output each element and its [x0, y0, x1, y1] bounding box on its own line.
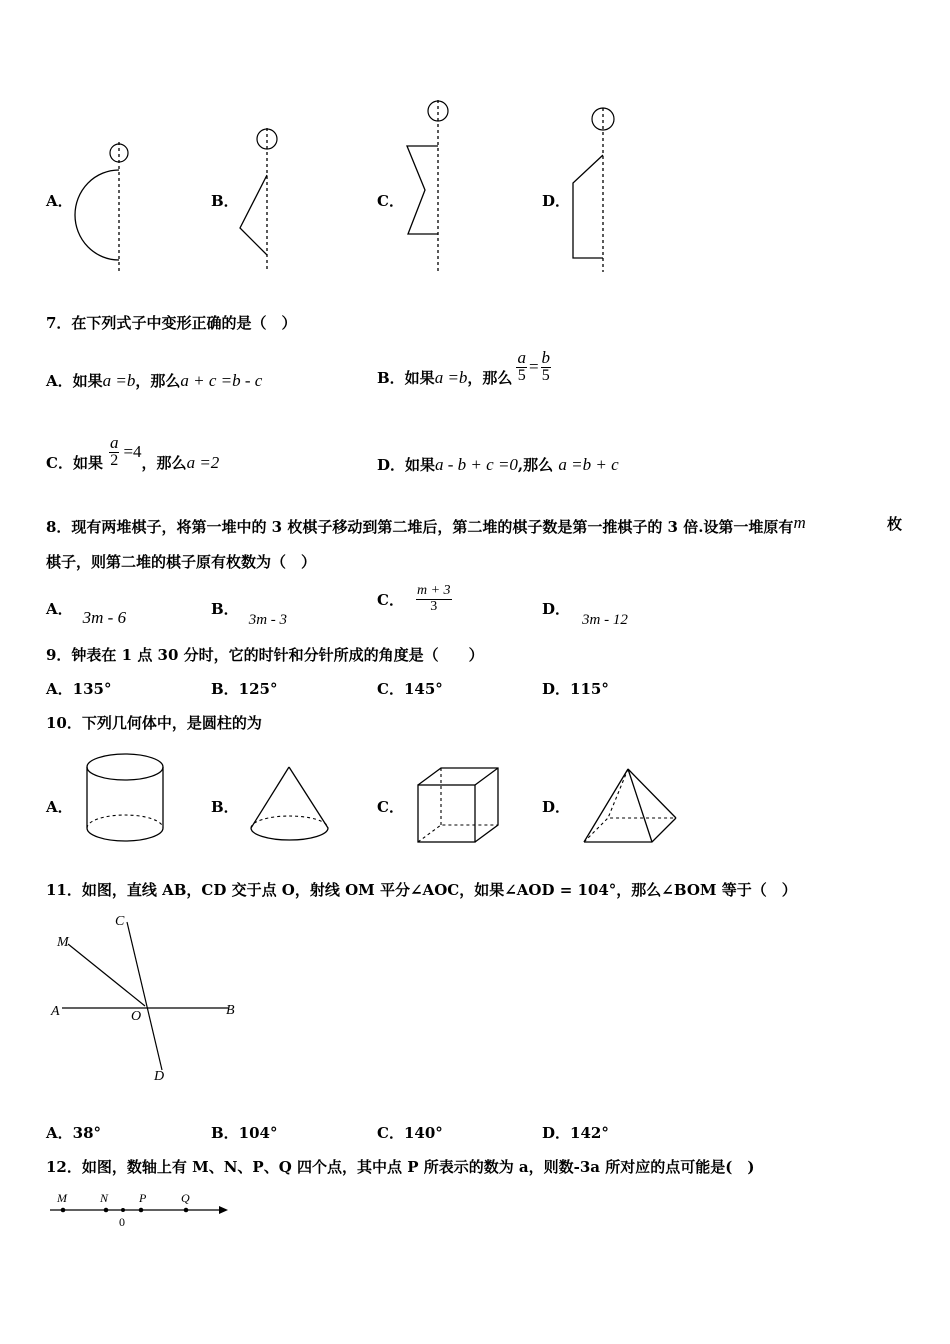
q8-stem-line2: 棋子，则第二堆的棋子原有枚数为（ ） — [46, 553, 317, 571]
q7-option-a[interactable]: A．如果a =b，那么a + c =b - c — [46, 371, 263, 390]
q9-option-c[interactable]: C．145° — [377, 680, 443, 698]
q8-option-b[interactable]: B．3m - 3 — [211, 600, 288, 628]
q7-stem: 7．在下列式子中变形正确的是（ ） — [46, 314, 297, 332]
q12-label-n: N — [100, 1191, 109, 1205]
q6-option-c-label[interactable]: C． — [377, 192, 404, 210]
q12-label-q: Q — [181, 1191, 190, 1205]
q10-option-c-label[interactable]: C． — [377, 798, 404, 816]
q10-solids — [0, 740, 950, 860]
q6-option-d-label[interactable]: D． — [542, 192, 571, 210]
q12-point-m — [61, 1208, 66, 1213]
q12-point-q — [184, 1208, 189, 1213]
q12-stem: 12．如图，数轴上有 M、N、P、Q 四个点，其中点 P 所表示的数为 a，则数-3a 所对应的点可能是( ) — [46, 1158, 755, 1176]
q9-option-a[interactable]: A．135° — [46, 680, 112, 698]
q9-option-b[interactable]: B．125° — [211, 680, 278, 698]
q10-cone — [251, 767, 328, 840]
q8-option-d[interactable]: D．3m - 12 — [542, 600, 628, 628]
q10-option-d-label[interactable]: D． — [542, 798, 571, 816]
q8-option-c[interactable]: C． $\frac{m + 3}{3}$ — [377, 583, 451, 614]
q11-label-a: A — [51, 1004, 60, 1019]
q12-label-p: P — [139, 1191, 147, 1205]
q6-option-a-label[interactable]: A． — [46, 192, 73, 210]
q11-label-b: B — [226, 1003, 235, 1018]
q12-point-zero — [121, 1208, 125, 1212]
q10-cylinder — [87, 754, 163, 841]
q12-point-n — [104, 1208, 109, 1213]
q10-option-a-label[interactable]: A． — [46, 798, 73, 816]
q6-figure-a — [0, 0, 950, 300]
q12-point-p — [139, 1208, 144, 1213]
q8-stem-line1: 8．现有两堆棋子，将第一堆中的 3 枚棋子移动到第二堆后，第二堆的棋子数是第一推棋子的 3 倍.设第一堆原有m 枚 — [46, 513, 902, 536]
q9-stem: 9．钟表在 1 点 30 分时，它的时针和分针所成的角度是（ ） — [46, 646, 484, 664]
q7-option-d[interactable]: D．如果a - b + c =0,那么 a =b + c — [377, 455, 619, 474]
q12-label-m: M — [57, 1191, 67, 1205]
q11-label-c: C — [115, 914, 125, 929]
q12-label-zero: 0 — [119, 1215, 125, 1229]
q11-option-b[interactable]: B．104° — [211, 1124, 278, 1142]
q8-option-a[interactable]: A． 3m - 6 — [46, 600, 127, 627]
q11-label-m: M — [57, 935, 69, 950]
q11-stem: 11．如图，直线 AB，CD 交于点 O，射线 OM 平分∠AOC，如果∠AOD = 104°，那么∠BOM 等于（ ） — [46, 881, 797, 899]
q6-option-b-label[interactable]: B． — [211, 192, 239, 210]
q11-option-c[interactable]: C．140° — [377, 1124, 443, 1142]
q9-option-d[interactable]: D．115° — [542, 680, 609, 698]
q12-number-line — [0, 1180, 300, 1240]
q10-stem: 10．下列几何体中，是圆柱的为 — [46, 714, 262, 732]
q11-label-d: D — [154, 1069, 165, 1084]
q11-option-d[interactable]: D．142° — [542, 1124, 609, 1142]
q11-option-a[interactable]: A．38° — [46, 1124, 102, 1142]
q10-option-b-label[interactable]: B． — [211, 798, 239, 816]
q7-option-b[interactable]: B．如果 a =b ，那么 $\frac{a}{5}$ = $\frac{b}{5}$ — [377, 348, 551, 387]
q10-cube — [418, 768, 498, 842]
q7-option-c[interactable]: C．如果 $\frac{a}{2}$ =4 ，那么 a =2 — [46, 432, 220, 472]
q11-label-o: O — [131, 1009, 142, 1024]
q11-figure — [0, 900, 300, 1100]
q10-pyramid — [584, 769, 676, 842]
